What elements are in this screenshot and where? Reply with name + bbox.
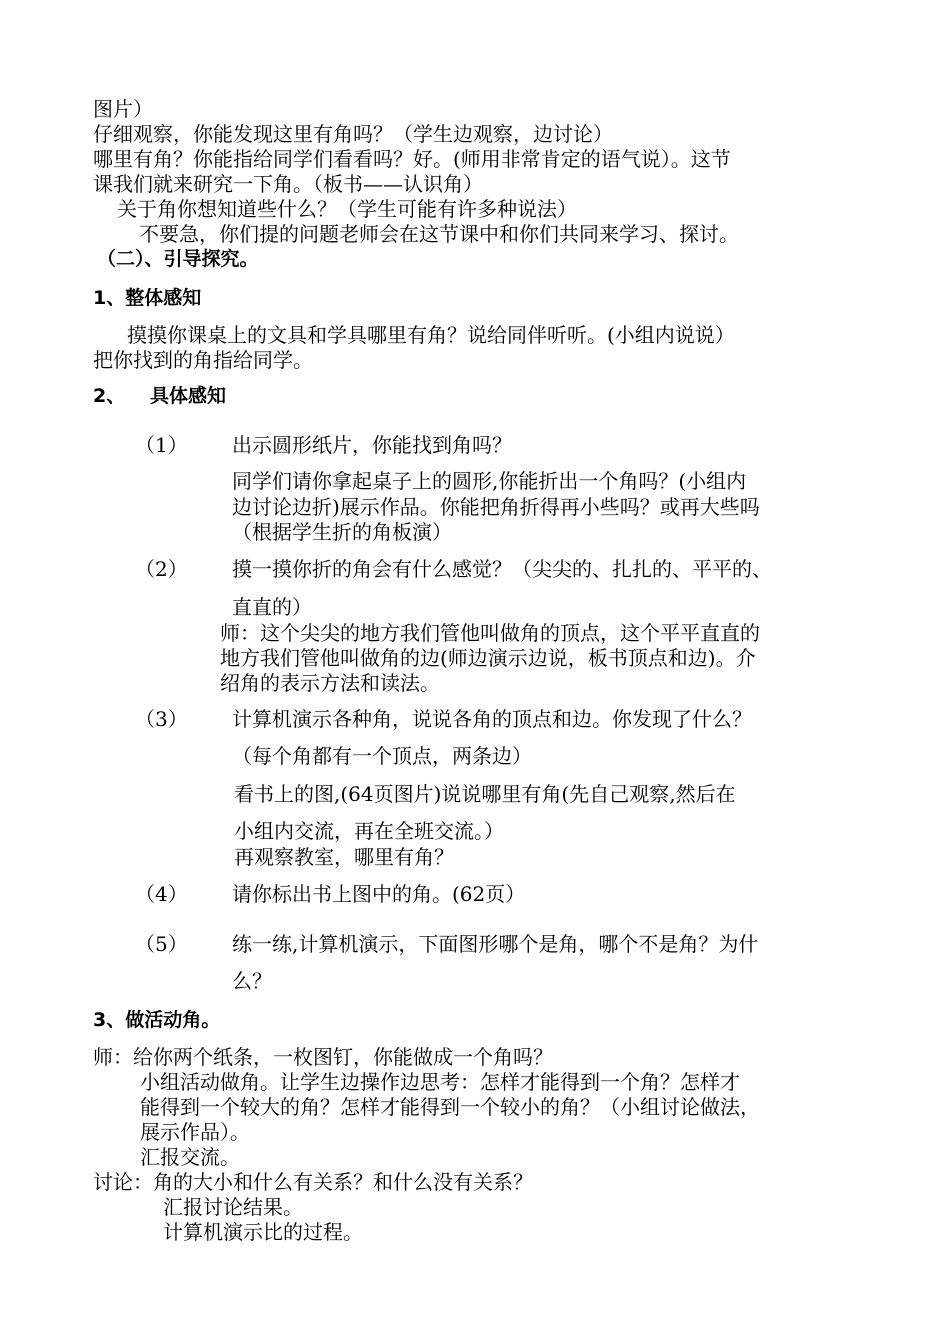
item-number-1: （1）	[135, 433, 188, 457]
activity-line-8: 计算机演示比的过程。	[163, 1220, 363, 1244]
item-3-line-2: （每个角都有一个顶点，两条边）	[232, 744, 532, 768]
item-3-line-3: 看书上的图,(64页图片)说说哪里有角(先自己观察,然后在	[234, 782, 736, 806]
activity-line-4: 展示作品）。	[140, 1120, 250, 1144]
activity-line-7: 汇报讨论结果。	[163, 1195, 303, 1219]
intro-line-1: 图片）	[93, 97, 153, 121]
item-1-line-2: 同学们请你拿起桌子上的圆形,你能折出一个角吗？(小组内	[232, 469, 747, 493]
section-heading-guided-inquiry: （二）、引导探究。	[97, 248, 259, 270]
item-number-4: （4）	[135, 882, 188, 906]
item-1-line-4: （根据学生折的角板演）	[232, 520, 452, 544]
intro-line-4: 课我们就来研究一下角。（板书——认识角）	[93, 172, 483, 196]
subsection-heading-overall: 1、整体感知	[93, 287, 202, 309]
activity-line-3: 能得到一个较大的角？怎样才能得到一个较小的角？（小组讨论做法，	[140, 1095, 760, 1119]
item-number-2: （2）	[135, 557, 188, 581]
subsection-heading-activity: 3、做活动角。	[93, 1009, 221, 1031]
activity-line-1: 师：给你两个纸条，一枚图钉，你能做成一个角吗？	[93, 1045, 553, 1069]
item-1-line-1: 出示圆形纸片，你能找到角吗？	[232, 433, 512, 457]
item-2-line-4: 地方我们管他叫做角的边(师边演示边说，板书顶点和边)。介	[220, 646, 756, 670]
item-3-line-1: 计算机演示各种角，说说各角的顶点和边。你发现了什么？	[232, 707, 752, 731]
item-3-line-5: 再观察教室，哪里有角？	[234, 845, 454, 869]
item-3-line-4: 小组内交流，再在全班交流。）	[234, 819, 504, 843]
intro-line-5: 关于角你想知道些什么？（学生可能有许多种说法）	[117, 197, 577, 221]
overall-line-1: 摸摸你课桌上的文具和学具哪里有角？说给同伴听听。(小组内说说）	[127, 323, 735, 347]
item-1-line-3: 边讨论边折)展示作品。你能把角折得再小些吗？或再大些吗	[232, 495, 760, 519]
intro-line-6: 不要急，你们提的问题老师会在这节课中和你们共同来学习、探讨。	[139, 222, 739, 246]
item-5-line-2: 么？	[232, 969, 272, 993]
item-2-line-2: 直直的）	[232, 595, 312, 619]
item-5-line-1: 练一练,计算机演示，下面图形哪个是角，哪个不是角？为什	[232, 932, 759, 956]
subsection-heading-specific: 具体感知	[150, 385, 227, 407]
overall-line-2: 把你找到的角指给同学。	[93, 348, 313, 372]
item-number-5: （5）	[135, 932, 188, 956]
activity-line-6: 讨论：角的大小和什么有关系？和什么没有关系？	[93, 1170, 533, 1194]
item-4-line-1: 请你标出书上图中的角。(62页）	[232, 882, 526, 906]
item-number-3: （3）	[135, 707, 188, 731]
intro-line-3: 哪里有角？你能指给同学们看看吗？好。(师用非常肯定的语气说）。这节	[93, 147, 731, 171]
activity-line-2: 小组活动做角。让学生边操作边思考：怎样才能得到一个角？怎样才	[140, 1070, 740, 1094]
activity-line-5: 汇报交流。	[140, 1145, 240, 1169]
item-2-line-3: 师：这个尖尖的地方我们管他叫做角的顶点，这个平平直直的	[220, 621, 760, 645]
item-2-line-5: 绍角的表示方法和读法。	[220, 671, 440, 695]
subsection-heading-number: 2、	[93, 385, 126, 407]
item-2-line-1: 摸一摸你折的角会有什么感觉？（尖尖的、扎扎的、平平的、	[232, 557, 772, 581]
intro-line-2: 仔细观察，你能发现这里有角吗？（学生边观察，边讨论）	[93, 122, 613, 146]
